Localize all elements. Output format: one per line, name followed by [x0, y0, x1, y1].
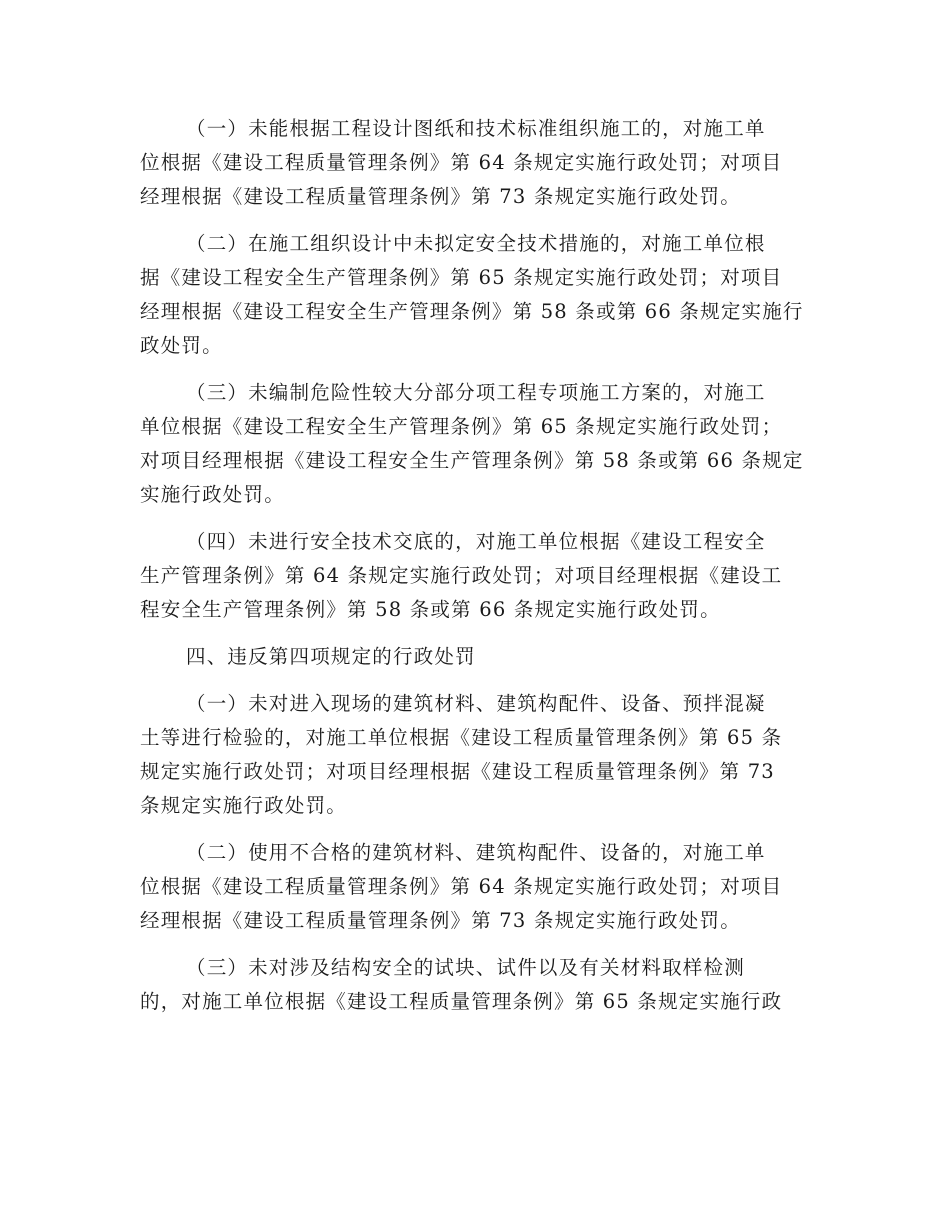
text-line: 土等进行检验的，对施工单位根据《建设工程质量管理条例》第 65 条: [140, 726, 783, 749]
document-body: [140, 112, 820, 1019]
text-line: （三）未对涉及结构安全的试块、试件以及有关材料取样检测: [186, 956, 745, 979]
paragraph-gap: [140, 823, 820, 836]
heading-line: 四、违反第四项规定的行政处罚: [186, 645, 476, 668]
text-line: 程安全生产管理条例》第 58 条或第 66 条规定实施行政处罚。: [140, 598, 721, 621]
paragraph-5: [140, 687, 820, 823]
text-line: 实施行政处罚。: [140, 483, 285, 506]
text-line: 的，对施工单位根据《建设工程质量管理条例》第 65 条规定实施行政: [140, 990, 783, 1013]
text-line: （一）未能根据工程设计图纸和技术标准组织施工的，对施工单: [186, 117, 766, 140]
paragraph-gap: [140, 674, 820, 687]
paragraph-3: [140, 376, 820, 512]
text-line: 位根据《建设工程质量管理条例》第 64 条规定实施行政处罚；对项目: [140, 875, 783, 898]
text-line: 生产管理条例》第 64 条规定实施行政处罚；对项目经理根据《建设工: [140, 564, 783, 587]
paragraph-gap: [140, 363, 820, 376]
paragraph-gap: [140, 214, 820, 227]
text-line: （二）在施工组织设计中未拟定安全技术措施的，对施工单位根: [186, 232, 766, 255]
text-line: 经理根据《建设工程安全生产管理条例》第 58 条或第 66 条规定实施行: [140, 300, 804, 323]
paragraph-6: [140, 836, 820, 938]
paragraph-gap: [140, 938, 820, 951]
text-line: 政处罚。: [140, 334, 223, 357]
paragraph-gap: [140, 512, 820, 525]
text-line: 位根据《建设工程质量管理条例》第 64 条规定实施行政处罚；对项目: [140, 151, 783, 174]
paragraph-1: [140, 112, 820, 214]
text-line: （二）使用不合格的建筑材料、建筑构配件、设备的，对施工单: [186, 841, 766, 864]
paragraph-gap: [140, 627, 820, 640]
paragraph-4: [140, 525, 820, 627]
text-line: 条规定实施行政处罚。: [140, 794, 348, 817]
text-line: 经理根据《建设工程质量管理条例》第 73 条规定实施行政处罚。: [140, 909, 741, 932]
text-line: 对项目经理根据《建设工程安全生产管理条例》第 58 条或第 66 条规定: [140, 449, 804, 472]
paragraph-7: [140, 951, 820, 1019]
text-line: 规定实施行政处罚；对项目经理根据《建设工程质量管理条例》第 73: [140, 760, 775, 783]
text-line: （四）未进行安全技术交底的，对施工单位根据《建设工程安全: [186, 530, 766, 553]
paragraph-2: [140, 227, 820, 363]
text-line: （一）未对进入现场的建筑材料、建筑构配件、设备、预拌混凝: [186, 692, 766, 715]
section-heading: [140, 640, 820, 674]
text-line: （三）未编制危险性较大分部分项工程专项施工方案的，对施工: [186, 381, 766, 404]
text-line: 经理根据《建设工程质量管理条例》第 73 条规定实施行政处罚。: [140, 185, 741, 208]
text-line: 据《建设工程安全生产管理条例》第 65 条规定实施行政处罚；对项目: [140, 266, 783, 289]
text-line: 单位根据《建设工程安全生产管理条例》第 65 条规定实施行政处罚；: [140, 415, 783, 438]
